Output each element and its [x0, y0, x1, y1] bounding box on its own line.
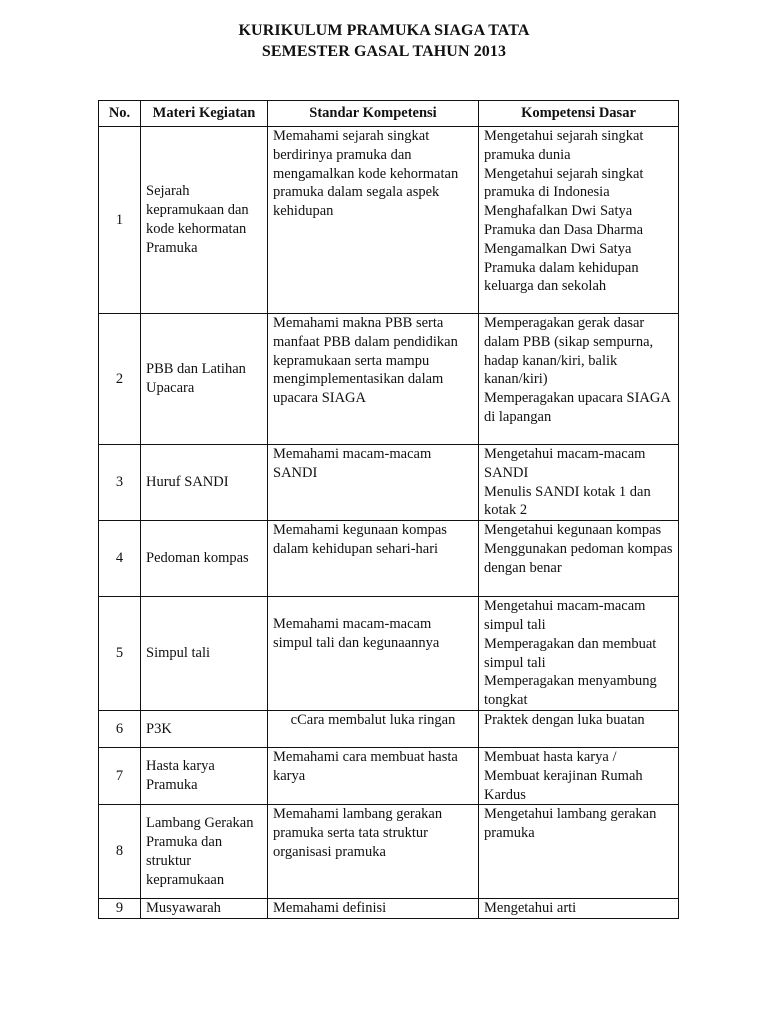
- standar-cell: cCara membalut luka ringan: [268, 710, 479, 747]
- standar-cell: Memahami definisi: [268, 899, 479, 919]
- materi-cell: Simpul tali: [141, 597, 268, 711]
- dasar-item: Memperagakan dan membuat simpul tali: [484, 635, 657, 671]
- dasar-item: Mengamalkan Dwi Satya Pramuka dalam kehidupan keluarga dan sekolah: [484, 240, 639, 295]
- dasar-item: Menghafalkan Dwi Satya Pramuka dan Dasa Dharma: [484, 203, 644, 238]
- header-no: No.: [99, 101, 141, 127]
- materi-cell: Sejarah kepramukaan dan kode kehormatan Pramuka: [141, 127, 268, 314]
- dasar-item: Memperagakan upacara SIAGA di lapangan: [484, 390, 671, 425]
- standar-cell: Memahami macam-macam SANDI: [268, 445, 479, 521]
- table-row: [99, 597, 679, 711]
- dasar-item: Mengetahui arti: [484, 900, 577, 917]
- materi-cell: Pedoman kompas: [141, 521, 268, 597]
- dasar-cell: [479, 445, 679, 521]
- standar-cell: Memahami macam-macam simpul tali dan kegunaannya: [268, 597, 479, 711]
- dasar-item: Praktek dengan luka buatan: [484, 711, 645, 728]
- materi-cell: P3K: [141, 710, 268, 747]
- materi-cell: Lambang Gerakan Pramuka dan struktur kepramukaan: [141, 805, 268, 899]
- table-row: [99, 314, 679, 445]
- row-number: 4: [99, 521, 141, 597]
- row-number: 6: [99, 710, 141, 747]
- document-title: [0, 20, 768, 62]
- row-number: 9: [99, 899, 141, 919]
- dasar-cell: [479, 805, 679, 899]
- header-materi: Materi Kegiatan: [141, 101, 268, 127]
- dasar-item: Mengetahui macam-macam simpul tali: [484, 598, 646, 633]
- standar-cell: Memahami cara membuat hasta karya: [268, 747, 479, 804]
- dasar-item: Mengetahui macam-macam SANDI: [484, 446, 646, 481]
- dasar-item: Mengetahui sejarah singkat pramuka dunia: [484, 128, 644, 163]
- dasar-item: Menggunakan pedoman kompas dengan benar: [484, 540, 673, 576]
- row-number: 5: [99, 597, 141, 711]
- table-row: [99, 710, 679, 747]
- header-standar: Standar Kompetensi: [268, 101, 479, 127]
- dasar-cell: [479, 710, 679, 747]
- curriculum-table: [98, 100, 679, 919]
- title-line-2: SEMESTER GASAL TAHUN 2013: [261, 43, 507, 60]
- table-row: [99, 521, 679, 597]
- row-number: 1: [99, 127, 141, 314]
- table-header-row: [99, 101, 679, 127]
- row-number: 2: [99, 314, 141, 445]
- materi-cell: Huruf SANDI: [141, 445, 268, 521]
- table-row: [99, 805, 679, 899]
- title-line-1: KURIKULUM PRAMUKA SIAGA TATA: [238, 22, 530, 39]
- header-dasar: Kompetensi Dasar: [479, 101, 679, 127]
- standar-cell: Memahami makna PBB serta manfaat PBB dalam pendidikan kepramukaan serta mampu mengimplementasikan dalam upacara SIAGA: [268, 314, 479, 445]
- row-number: 8: [99, 805, 141, 899]
- table-row: [99, 127, 679, 314]
- materi-cell: Musyawarah: [141, 899, 268, 919]
- row-number: 7: [99, 747, 141, 804]
- dasar-item: Menulis SANDI kotak 1 dan kotak 2: [484, 483, 651, 519]
- standar-cell: Memahami kegunaan kompas dalam kehidupan sehari-hari: [268, 521, 479, 597]
- table-row: [99, 747, 679, 804]
- dasar-cell: [479, 597, 679, 711]
- dasar-cell: [479, 127, 679, 314]
- standar-cell: Memahami lambang gerakan pramuka serta tata struktur organisasi pramuka: [268, 805, 479, 899]
- table-row: [99, 899, 679, 919]
- dasar-item: Membuat hasta karya / Membuat kerajinan Rumah Kardus: [484, 748, 643, 803]
- materi-cell: PBB dan Latihan Upacara: [141, 314, 268, 445]
- materi-cell: Hasta karya Pramuka: [141, 747, 268, 804]
- dasar-item: Mengetahui sejarah singkat pramuka di Indonesia: [484, 165, 644, 201]
- table-row: [99, 445, 679, 521]
- standar-cell: Memahami sejarah singkat berdirinya pramuka dan mengamalkan kode kehormatan pramuka dalam segala aspek kehidupan: [268, 127, 479, 314]
- dasar-cell: [479, 314, 679, 445]
- dasar-item: Mengetahui kegunaan kompas: [484, 522, 662, 539]
- row-number: 3: [99, 445, 141, 521]
- dasar-item: Memperagakan menyambung tongkat: [484, 673, 657, 709]
- dasar-cell: [479, 747, 679, 804]
- dasar-item: Memperagakan gerak dasar dalam PBB (sikap sempurna, hadap kanan/kiri, balik kanan/kiri): [484, 315, 654, 388]
- dasar-cell: [479, 521, 679, 597]
- dasar-cell: [479, 899, 679, 919]
- dasar-item: Mengetahui lambang gerakan pramuka: [484, 806, 657, 842]
